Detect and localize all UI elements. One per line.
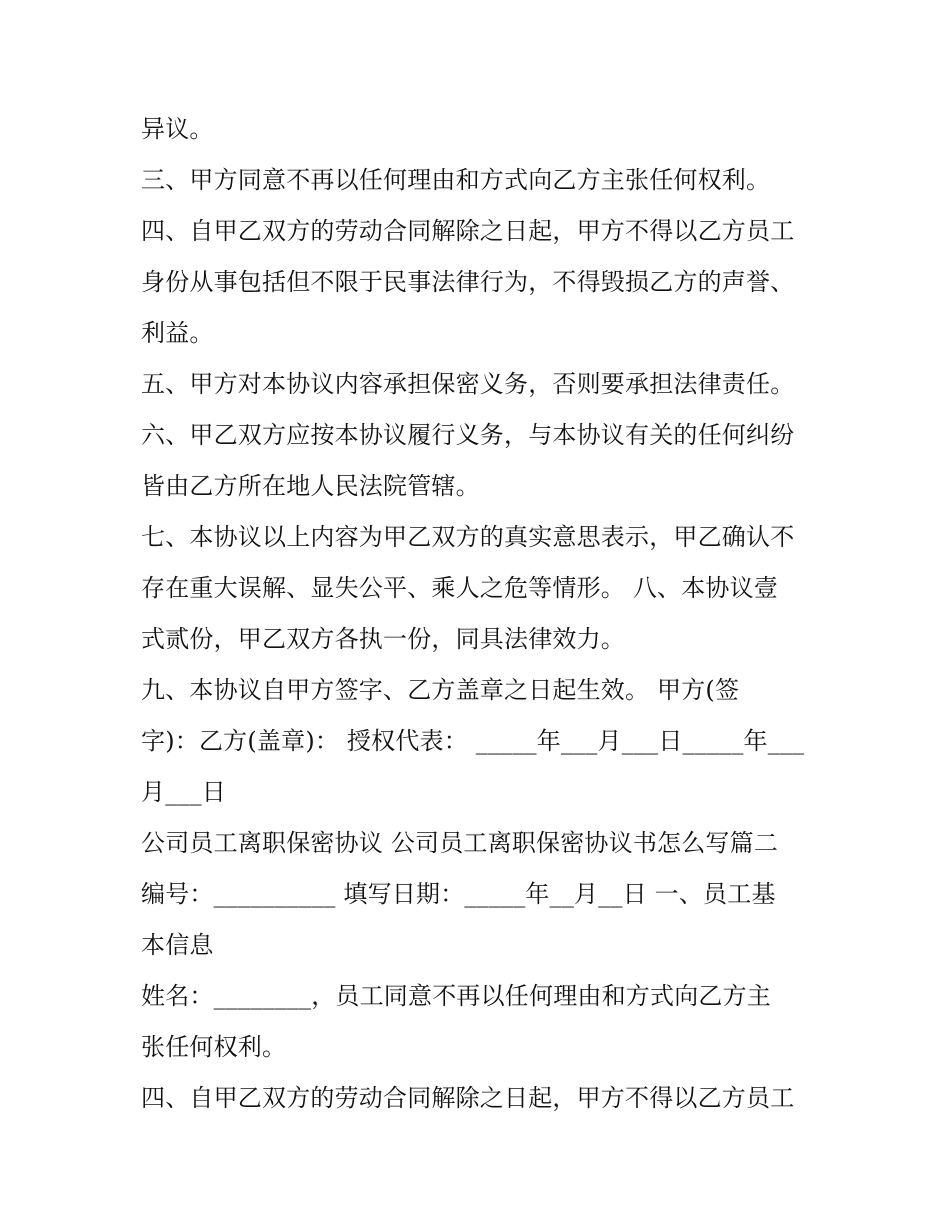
text-line: 九、本协议自甲方签字、乙方盖章之日起生效。 甲方(签	[141, 676, 740, 704]
signature-line: 字)：乙方(盖章)： 授权代表： _____年___月___日_____年___	[141, 727, 805, 755]
text-line: 皆由乙方所在地人民法院管辖。	[141, 472, 480, 500]
text-line: 身份从事包括但不限于民事法律行为，不得毁损乙方的声誉、	[141, 268, 795, 296]
text-line: 式贰份，甲乙双方各执一份，同具法律效力。	[141, 625, 625, 653]
text-line: 六、甲乙双方应按本协议履行义务，与本协议有关的任何纠纷	[141, 421, 795, 449]
text-line: 利益。	[141, 319, 214, 347]
form-line: 姓名：________，员工同意不再以任何理由和方式向乙方主	[141, 982, 771, 1010]
text-line: 张任何权利。	[141, 1033, 287, 1061]
text-line: 本信息	[141, 931, 214, 959]
text-line: 四、自甲乙双方的劳动合同解除之日起，甲方不得以乙方员工	[141, 1084, 795, 1112]
section-title: 公司员工离职保密协议 公司员工离职保密协议书怎么写篇二	[141, 829, 779, 857]
text-line: 存在重大误解、显失公平、乘人之危等情形。 八、本协议壹	[141, 574, 779, 602]
text-line: 异议。	[141, 115, 214, 143]
text-line: 月___日	[141, 778, 226, 806]
form-line: 编号：__________ 填写日期：_____年__月__日 一、员工基	[141, 880, 776, 908]
text-line: 四、自甲乙双方的劳动合同解除之日起，甲方不得以乙方员工	[141, 217, 795, 245]
text-line: 七、本协议以上内容为甲乙双方的真实意思表示，甲乙确认不	[141, 523, 795, 551]
text-line: 五、甲方对本协议内容承担保密义务，否则要承担法律责任。	[141, 370, 795, 398]
text-line: 三、甲方同意不再以任何理由和方式向乙方主张任何权利。	[141, 166, 771, 194]
